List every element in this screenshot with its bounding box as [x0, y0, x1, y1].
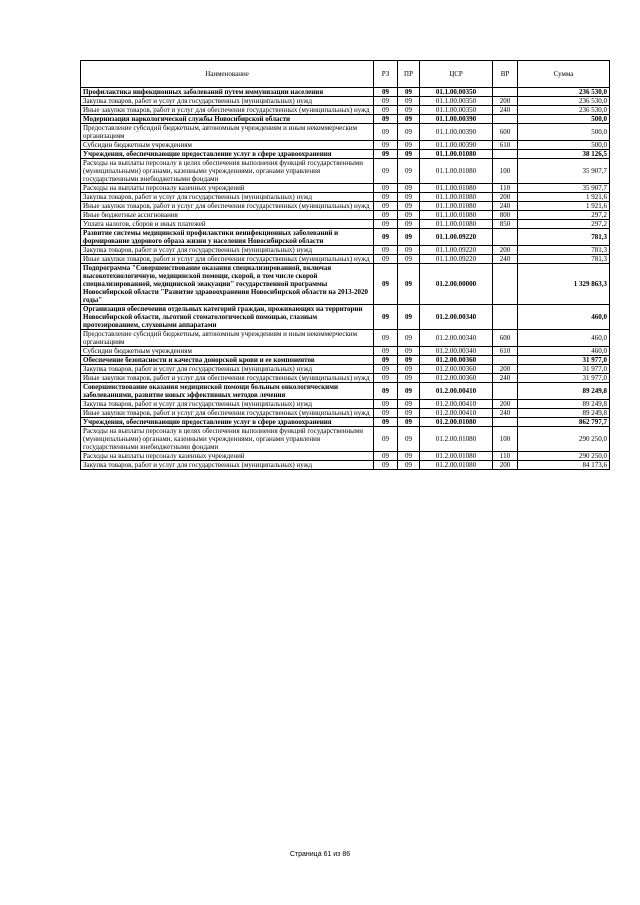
row-pr-cell: 09 — [398, 264, 420, 305]
row-vr-cell: 600 — [493, 124, 518, 141]
row-rz-cell: 09 — [374, 330, 398, 347]
row-name-cell: Иные закупки товаров, работ и услуг для обеспечения государственных (муниципальных) нужд — [81, 106, 374, 115]
column-header-pr: ПР — [398, 61, 420, 88]
row-name-cell: Расходы на выплаты персоналу казенных учреждений — [81, 452, 374, 461]
table-row — [81, 106, 610, 115]
row-sum-cell: 31 977,0 — [518, 356, 610, 365]
row-pr-cell: 09 — [398, 356, 420, 365]
row-name-cell: Закупка товаров, работ и услуг для государственных (муниципальных) нужд — [81, 400, 374, 409]
row-name-cell: Расходы на выплаты персоналу в целях обеспечения выполнения функций государственными (муниципальными) органами, казенными учреждениями, органами управления государственными внебюджетными фондами — [81, 159, 374, 184]
table-row — [81, 383, 610, 400]
row-csr-cell: 01.1.00.09220 — [420, 255, 493, 264]
table-row — [81, 202, 610, 211]
budget-table — [80, 60, 610, 470]
row-vr-cell: 100 — [493, 159, 518, 184]
row-sum-cell: 89 249,8 — [518, 409, 610, 418]
row-sum-cell: 236 530,0 — [518, 106, 610, 115]
row-rz-cell: 09 — [374, 365, 398, 374]
table-row — [81, 184, 610, 193]
row-name-cell: Расходы на выплаты персоналу казенных учреждений — [81, 184, 374, 193]
row-rz-cell: 09 — [374, 211, 398, 220]
row-pr-cell: 09 — [398, 330, 420, 347]
table-row — [81, 400, 610, 409]
table-row — [81, 452, 610, 461]
row-csr-cell: 01.1.00.00350 — [420, 106, 493, 115]
row-vr-cell: 200 — [493, 365, 518, 374]
row-csr-cell: 01.2.00.01080 — [420, 461, 493, 470]
row-pr-cell: 09 — [398, 461, 420, 470]
row-rz-cell: 09 — [374, 115, 398, 124]
row-rz-cell: 09 — [374, 418, 398, 427]
row-name-cell: Учреждения, обеспечивающие предоставление услуг в сфере здравоохранения — [81, 418, 374, 427]
row-name-cell: Субсидии бюджетным учреждениям — [81, 347, 374, 356]
row-vr-cell — [493, 305, 518, 330]
row-pr-cell: 09 — [398, 365, 420, 374]
row-rz-cell: 09 — [374, 150, 398, 159]
row-name-cell: Расходы на выплаты персоналу в целях обеспечения выполнения функций государственными (муниципальными) органами, казенными учреждениями, органами управления государственными внебюджетными фондами — [81, 427, 374, 452]
table-row — [81, 220, 610, 229]
row-csr-cell: 01.1.00.01080 — [420, 220, 493, 229]
row-pr-cell: 09 — [398, 124, 420, 141]
table-row — [81, 255, 610, 264]
row-csr-cell: 01.2.00.00360 — [420, 374, 493, 383]
row-csr-cell: 01.1.00.01080 — [420, 150, 493, 159]
table-row — [81, 193, 610, 202]
row-rz-cell: 09 — [374, 347, 398, 356]
row-vr-cell: 610 — [493, 141, 518, 150]
row-pr-cell: 09 — [398, 347, 420, 356]
row-pr-cell: 09 — [398, 97, 420, 106]
row-csr-cell: 01.1.00.00390 — [420, 115, 493, 124]
row-rz-cell: 09 — [374, 255, 398, 264]
table-row — [81, 124, 610, 141]
row-vr-cell — [493, 88, 518, 97]
row-name-cell: Иные закупки товаров, работ и услуг для обеспечения государственных (муниципальных) нужд — [81, 374, 374, 383]
row-rz-cell: 09 — [374, 220, 398, 229]
row-sum-cell: 862 797,7 — [518, 418, 610, 427]
row-rz-cell: 09 — [374, 461, 398, 470]
row-pr-cell: 09 — [398, 193, 420, 202]
row-csr-cell: 01.2.00.00360 — [420, 356, 493, 365]
row-vr-cell: 240 — [493, 202, 518, 211]
row-pr-cell: 09 — [398, 229, 420, 246]
row-csr-cell: 01.1.00.00350 — [420, 97, 493, 106]
row-vr-cell: 200 — [493, 97, 518, 106]
row-vr-cell: 240 — [493, 374, 518, 383]
row-sum-cell: 290 250,0 — [518, 427, 610, 452]
table-row — [81, 418, 610, 427]
row-sum-cell: 35 907,7 — [518, 184, 610, 193]
table-header-row — [81, 61, 610, 88]
row-csr-cell: 01.1.00.09220 — [420, 229, 493, 246]
row-sum-cell: 460,0 — [518, 305, 610, 330]
row-name-cell: Предоставление субсидий бюджетным, автономным учреждениям и иным некоммерческим организациям — [81, 124, 374, 141]
row-vr-cell: 240 — [493, 255, 518, 264]
row-name-cell: Иные закупки товаров, работ и услуг для обеспечения государственных (муниципальных) нужд — [81, 255, 374, 264]
row-sum-cell: 297,2 — [518, 211, 610, 220]
row-name-cell: Иные бюджетные ассигнования — [81, 211, 374, 220]
row-rz-cell: 09 — [374, 193, 398, 202]
row-pr-cell: 09 — [398, 150, 420, 159]
row-sum-cell: 781,3 — [518, 255, 610, 264]
row-name-cell: Закупка товаров, работ и услуг для государственных (муниципальных) нужд — [81, 365, 374, 374]
row-name-cell: Иные закупки товаров, работ и услуг для обеспечения государственных (муниципальных) нужд — [81, 409, 374, 418]
row-csr-cell: 01.1.00.00390 — [420, 141, 493, 150]
row-pr-cell: 09 — [398, 305, 420, 330]
row-csr-cell: 01.1.00.00350 — [420, 88, 493, 97]
table-row — [81, 305, 610, 330]
row-vr-cell — [493, 115, 518, 124]
row-pr-cell: 09 — [398, 246, 420, 255]
row-pr-cell: 09 — [398, 427, 420, 452]
row-sum-cell: 1 921,6 — [518, 193, 610, 202]
table-row — [81, 374, 610, 383]
row-sum-cell: 290 250,0 — [518, 452, 610, 461]
table-row — [81, 330, 610, 347]
table-row — [81, 115, 610, 124]
row-sum-cell: 236 530,0 — [518, 88, 610, 97]
row-pr-cell: 09 — [398, 202, 420, 211]
row-sum-cell: 31 977,0 — [518, 374, 610, 383]
row-sum-cell: 38 126,5 — [518, 150, 610, 159]
table-row — [81, 264, 610, 305]
table-row — [81, 211, 610, 220]
row-csr-cell: 01.2.00.00340 — [420, 330, 493, 347]
row-sum-cell: 1 921,6 — [518, 202, 610, 211]
row-vr-cell: 110 — [493, 452, 518, 461]
row-csr-cell: 01.2.00.01080 — [420, 418, 493, 427]
row-sum-cell: 297,2 — [518, 220, 610, 229]
row-vr-cell: 600 — [493, 330, 518, 347]
row-vr-cell: 200 — [493, 461, 518, 470]
row-vr-cell: 800 — [493, 211, 518, 220]
row-vr-cell: 240 — [493, 409, 518, 418]
row-vr-cell — [493, 150, 518, 159]
row-pr-cell: 09 — [398, 141, 420, 150]
row-name-cell: Совершенствование оказания медицинской помощи больным онкологическими заболеваниями, развитие новых эффективных методов лечения — [81, 383, 374, 400]
row-vr-cell — [493, 418, 518, 427]
row-name-cell: Модернизация наркологической службы Новосибирской области — [81, 115, 374, 124]
row-csr-cell: 01.2.00.00360 — [420, 365, 493, 374]
table-row — [81, 365, 610, 374]
table-row — [81, 97, 610, 106]
row-rz-cell: 09 — [374, 246, 398, 255]
row-name-cell: Уплата налогов, сборов и иных платежей — [81, 220, 374, 229]
row-csr-cell: 01.1.00.01080 — [420, 193, 493, 202]
row-pr-cell: 09 — [398, 211, 420, 220]
row-sum-cell: 84 173,6 — [518, 461, 610, 470]
row-sum-cell: 89 249,8 — [518, 400, 610, 409]
row-pr-cell: 09 — [398, 115, 420, 124]
row-vr-cell: 850 — [493, 220, 518, 229]
row-vr-cell: 200 — [493, 400, 518, 409]
table-row — [81, 159, 610, 184]
row-pr-cell: 09 — [398, 220, 420, 229]
row-rz-cell: 09 — [374, 427, 398, 452]
row-rz-cell: 09 — [374, 305, 398, 330]
row-pr-cell: 09 — [398, 106, 420, 115]
column-header-csr: ЦСР — [420, 61, 493, 88]
row-rz-cell: 09 — [374, 106, 398, 115]
table-row — [81, 150, 610, 159]
row-sum-cell: 89 249,8 — [518, 383, 610, 400]
table-row — [81, 427, 610, 452]
row-sum-cell: 31 977,0 — [518, 365, 610, 374]
row-vr-cell: 610 — [493, 347, 518, 356]
row-csr-cell: 01.1.00.01080 — [420, 211, 493, 220]
row-vr-cell — [493, 264, 518, 305]
row-sum-cell: 1 329 863,3 — [518, 264, 610, 305]
row-csr-cell: 01.1.00.01080 — [420, 202, 493, 211]
row-rz-cell: 09 — [374, 88, 398, 97]
table-row — [81, 461, 610, 470]
row-csr-cell: 01.2.00.00340 — [420, 305, 493, 330]
page-footer: Страница 61 из 86 — [289, 851, 351, 858]
table-row — [81, 347, 610, 356]
row-rz-cell: 09 — [374, 400, 398, 409]
column-header-rz: РЗ — [374, 61, 398, 88]
row-pr-cell: 09 — [398, 184, 420, 193]
table-row — [81, 356, 610, 365]
table-body — [81, 88, 610, 470]
row-pr-cell: 09 — [398, 88, 420, 97]
row-name-cell: Закупка товаров, работ и услуг для государственных (муниципальных) нужд — [81, 461, 374, 470]
column-header-name: Наименование — [81, 61, 374, 88]
row-rz-cell: 09 — [374, 374, 398, 383]
row-sum-cell: 460,0 — [518, 330, 610, 347]
row-rz-cell: 09 — [374, 141, 398, 150]
row-name-cell: Профилактика инфекционных заболеваний путем иммунизации населения — [81, 88, 374, 97]
row-vr-cell: 200 — [493, 246, 518, 255]
row-csr-cell: 01.2.00.00410 — [420, 400, 493, 409]
table-row — [81, 246, 610, 255]
row-name-cell: Организация обеспечения отдельных категорий граждан, проживающих на территории Новосибирской области, льготной стоматологической помощью, глазным протезированием, слуховыми аппаратами — [81, 305, 374, 330]
row-rz-cell: 09 — [374, 184, 398, 193]
row-name-cell: Развитие системы медицинской профилактики неинфекционных заболеваний и формирование здорового образа жизни у населения Новосибирской области — [81, 229, 374, 246]
row-name-cell: Обеспечение безопасности и качества донорской крови и ее компонентов — [81, 356, 374, 365]
row-rz-cell: 09 — [374, 409, 398, 418]
table-row — [81, 88, 610, 97]
row-csr-cell: 01.2.00.00000 — [420, 264, 493, 305]
row-vr-cell — [493, 383, 518, 400]
row-csr-cell: 01.2.00.01080 — [420, 452, 493, 461]
row-sum-cell: 460,0 — [518, 347, 610, 356]
row-sum-cell: 500,0 — [518, 124, 610, 141]
row-name-cell: Подпрограмма "Совершенствование оказания специализированной, включая высокотехнологичную, медицинской помощи, скорой, в том числе скорой специализированной, медицинской эвакуации" государственной программы Новосибирской области "Развитие здравоохранения Новосибирской области на 2013-2020 годы" — [81, 264, 374, 305]
row-csr-cell: 01.2.00.00410 — [420, 383, 493, 400]
row-rz-cell: 09 — [374, 383, 398, 400]
row-name-cell: Учреждения, обеспечивающие предоставление услуг в сфере здравоохранения — [81, 150, 374, 159]
row-name-cell: Предоставление субсидий бюджетным, автономным учреждениям и иным некоммерческим организациям — [81, 330, 374, 347]
row-pr-cell: 09 — [398, 409, 420, 418]
row-pr-cell: 09 — [398, 400, 420, 409]
row-rz-cell: 09 — [374, 97, 398, 106]
row-vr-cell: 100 — [493, 427, 518, 452]
row-rz-cell: 09 — [374, 124, 398, 141]
row-sum-cell: 236 530,0 — [518, 97, 610, 106]
row-csr-cell: 01.1.00.01080 — [420, 184, 493, 193]
row-rz-cell: 09 — [374, 202, 398, 211]
row-sum-cell: 781,3 — [518, 246, 610, 255]
row-pr-cell: 09 — [398, 383, 420, 400]
row-pr-cell: 09 — [398, 374, 420, 383]
row-sum-cell: 500,0 — [518, 141, 610, 150]
row-pr-cell: 09 — [398, 255, 420, 264]
row-vr-cell: 240 — [493, 106, 518, 115]
table-row — [81, 229, 610, 246]
row-pr-cell: 09 — [398, 159, 420, 184]
row-sum-cell: 781,3 — [518, 229, 610, 246]
row-sum-cell: 500,0 — [518, 115, 610, 124]
row-name-cell: Закупка товаров, работ и услуг для государственных (муниципальных) нужд — [81, 97, 374, 106]
row-csr-cell: 01.2.00.01080 — [420, 427, 493, 452]
row-pr-cell: 09 — [398, 452, 420, 461]
row-name-cell: Закупка товаров, работ и услуг для государственных (муниципальных) нужд — [81, 246, 374, 255]
row-name-cell: Субсидии бюджетным учреждениям — [81, 141, 374, 150]
row-csr-cell: 01.2.00.00410 — [420, 409, 493, 418]
row-csr-cell: 01.1.00.09220 — [420, 246, 493, 255]
row-rz-cell: 09 — [374, 159, 398, 184]
row-pr-cell: 09 — [398, 418, 420, 427]
row-rz-cell: 09 — [374, 356, 398, 365]
row-vr-cell — [493, 356, 518, 365]
row-csr-cell: 01.2.00.00340 — [420, 347, 493, 356]
column-header-sum: Сумма — [518, 61, 610, 88]
row-csr-cell: 01.1.00.01080 — [420, 159, 493, 184]
row-vr-cell: 200 — [493, 193, 518, 202]
row-rz-cell: 09 — [374, 229, 398, 246]
row-vr-cell — [493, 229, 518, 246]
table-row — [81, 409, 610, 418]
row-name-cell: Иные закупки товаров, работ и услуг для обеспечения государственных (муниципальных) нужд — [81, 202, 374, 211]
row-csr-cell: 01.1.00.00390 — [420, 124, 493, 141]
column-header-vr: ВР — [493, 61, 518, 88]
row-sum-cell: 35 907,7 — [518, 159, 610, 184]
row-vr-cell: 110 — [493, 184, 518, 193]
table-row — [81, 141, 610, 150]
row-rz-cell: 09 — [374, 264, 398, 305]
row-name-cell: Закупка товаров, работ и услуг для государственных (муниципальных) нужд — [81, 193, 374, 202]
row-rz-cell: 09 — [374, 452, 398, 461]
